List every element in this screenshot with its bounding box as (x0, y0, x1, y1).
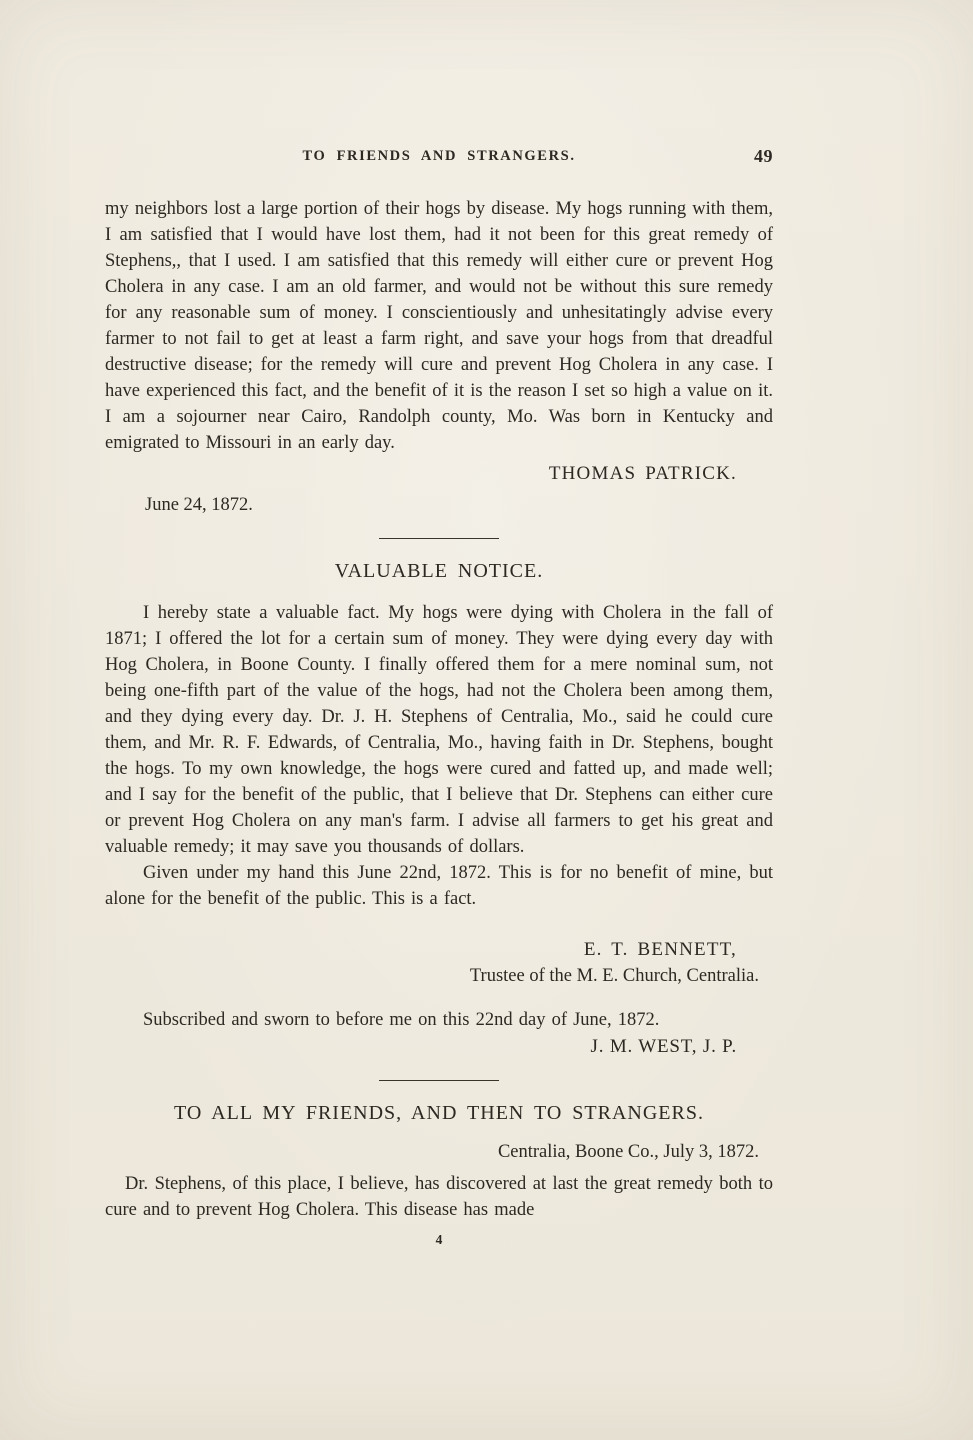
date-line-patrick: June 24, 1872. (145, 495, 253, 515)
paragraph-bennett-attestation: Given under my hand this June 22nd, 1872. This is for no benefit of mine, but alone for the benefit of the public. This is a fact. (105, 863, 773, 909)
running-header (105, 148, 773, 172)
signature-bennett: E. T. BENNETT, (583, 939, 737, 960)
paragraph-bennett-statement: I hereby state a valuable fact. My hogs were dying with Cholera in the fall of 1871; I offered the lot for a certain sum of money. They were dying every day with Hog Cholera, in Boone County. I finally offered them for a mere nominal sum, not being one-fifth part of the value of the hogs, had not the Cholera been among them, and they dying every day. Dr. J. H. Stephens of Centralia, Mo., said he could cure them, and Mr. R. F. Edwards, of Centralia, Mo., having faith in Dr. Stephens, bought the hogs. To my own knowledge, the hogs were cured and fatted up, and made well; and I say for the benefit of the public, that I believe that Dr. Stephens can either cure or prevent Hog Cholera on any man's farm. I advise all farmers to get his great and valuable remedy; it may save you thousands of dollars. (105, 603, 773, 857)
page-number: 49 (754, 146, 773, 166)
letter-dateline: Centralia, Boone Co., July 3, 1872. (497, 1142, 759, 1162)
paragraph-patrick-testimonial: my neighbors lost a large portion of their hogs by disease. My hogs running with them, I am satisfied that I would have lost them, had it not been for this great remedy of Stephens,, that I used. I am satisfied that this remedy will either cure or prevent Hog Cholera in any case. I am an old farmer, and would not be without this sure remedy for any reasonable sum of money. I conscientiously and unhesitatingly advise every farmer to not fail to get at least a farm right, and save your hogs from that dreadful destructive disease; for the remedy will cure and prevent Hog Cholera in any case. I have experienced this fact, and the benefit of it is the reason I set so high a value on it. I am a sojourner near Cairo, Randolph county, Mo. Was born in Kentucky and emigrated to Missouri in an early day. (105, 199, 773, 453)
signature-west-notary: J. M. WEST, J. P. (590, 1036, 737, 1057)
printer-signature-mark: 4 (435, 1232, 443, 1247)
heading-friends-and-strangers: TO ALL MY FRIENDS, AND THEN TO STRANGERS. (174, 1102, 704, 1124)
paragraph-sworn-statement: Subscribed and sworn to before me on this 22nd day of June, 1872. (143, 1010, 660, 1030)
paragraph-stephens-discovery: Dr. Stephens, of this place, I believe, has discovered at last the great remedy both to cure and to prevent Hog Cholera. This disease has made (105, 1174, 773, 1220)
heading-valuable-notice: VALUABLE NOTICE. (334, 560, 544, 582)
section-divider (379, 538, 499, 539)
signature-thomas-patrick: THOMAS PATRICK. (548, 463, 737, 484)
section-divider (379, 1080, 499, 1081)
signature-bennett-title: Trustee of the M. E. Church, Centralia. (469, 966, 759, 986)
running-title: TO FRIENDS AND STRANGERS. (302, 148, 576, 164)
